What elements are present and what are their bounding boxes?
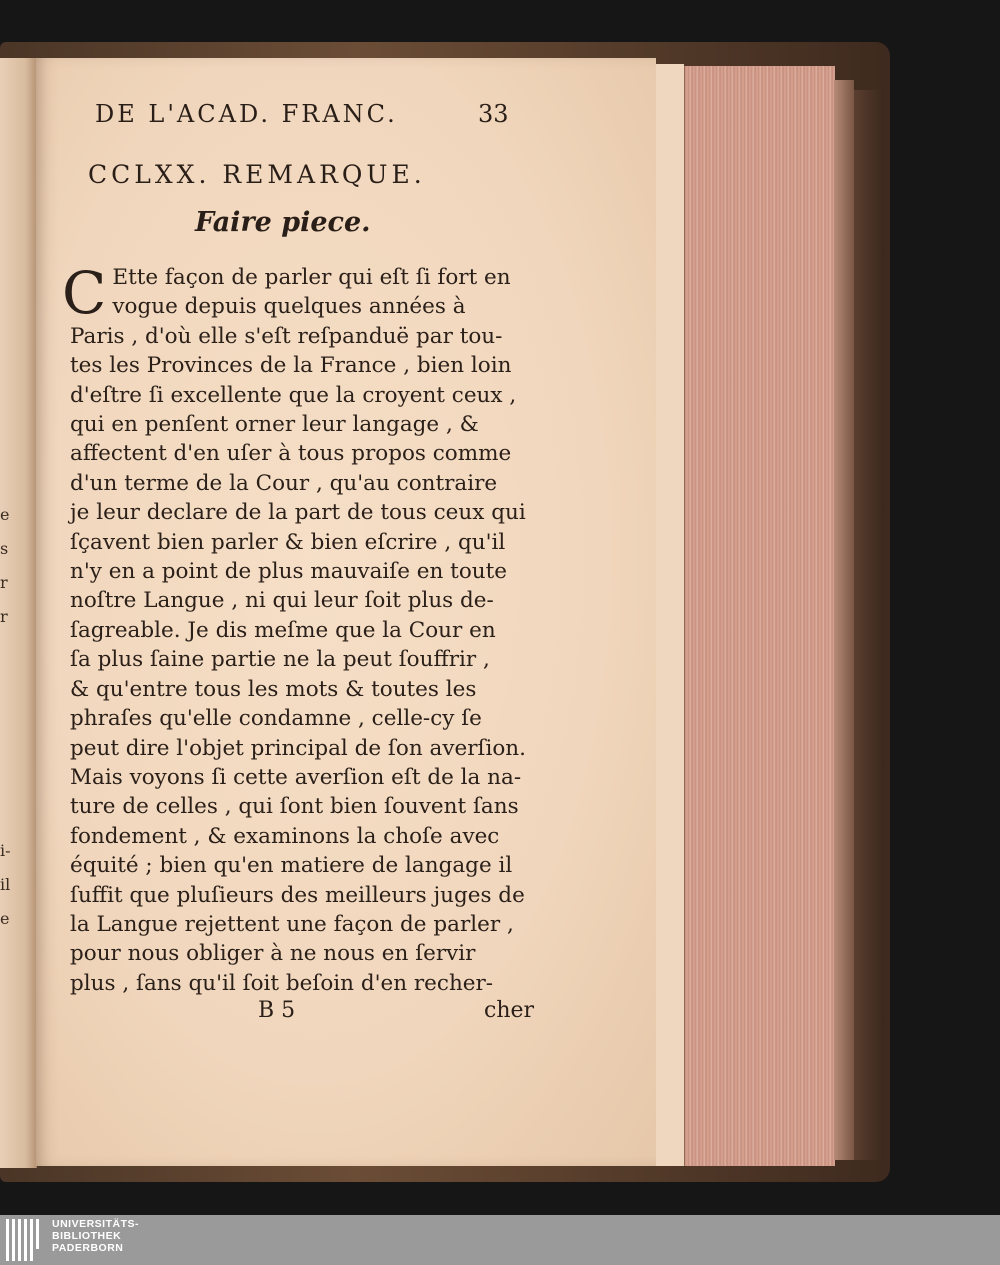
text-line: vogue depuis quelques années à	[112, 294, 466, 320]
text-line: phraſes qu'elle condamne , celle-cy ſe	[70, 706, 482, 732]
remark-subtitle: Faire piece.	[195, 207, 371, 238]
left-page-text-fragments	[0, 498, 14, 936]
text-line: la Langue rejettent une façon de parler ,	[70, 911, 514, 937]
text-line: ſçavent bien parler & bien eſcrire , qu'il	[70, 529, 506, 555]
left-page-fragment: r	[0, 573, 8, 592]
text-line: je leur declare de la part de tous ceux qui	[70, 500, 526, 526]
text-line: n'y en a point de plus mauvaiſe en toute	[70, 559, 507, 585]
logo-line: UNIVERSITÄTS-	[52, 1218, 140, 1230]
logo-line: PADERBORN	[52, 1242, 124, 1254]
left-page-fragment: s	[0, 539, 9, 558]
text-line: Paris , d'où elle s'eſt reſpanduë par tou-	[70, 323, 503, 349]
left-page-fragment: i-	[0, 841, 11, 860]
library-logo-icon	[6, 1219, 44, 1261]
fore-edge-shadow	[834, 80, 854, 1160]
footer-bar	[0, 1215, 1000, 1265]
text-line: plus , ſans qu'il ſoit beſoin d'en recher-	[70, 970, 494, 996]
text-line: ture de celles , qui ſont bien ſouvent ſans	[70, 794, 519, 820]
library-logo-text	[52, 1218, 139, 1254]
text-line: tes les Provinces de la France , bien loin	[70, 353, 512, 379]
logo-line: BIBLIOTHEK	[52, 1230, 122, 1242]
left-page-fragment: e	[0, 909, 10, 928]
text-line: ſa plus ſaine partie ne la peut ſouffrir ,	[70, 647, 490, 673]
text-line: qui en penſent orner leur langage , &	[70, 412, 479, 438]
text-line: équité ; bien qu'en matiere de langage il	[70, 853, 513, 879]
body-text	[62, 259, 526, 998]
text-line: affectent d'en uſer à tous propos comme	[70, 441, 512, 467]
left-page-fragment: il	[0, 875, 11, 894]
text-line: noſtre Langue , ni qui leur ſoit plus de-	[70, 588, 494, 614]
drop-cap: C	[62, 259, 107, 327]
page-edge	[656, 64, 684, 1166]
remark-title: CCLXX. REMARQUE.	[88, 160, 426, 189]
left-page-fragment: r	[0, 607, 8, 626]
text-line: Mais voyons ſi cette averſion eſt de la na-	[70, 764, 522, 790]
text-line: pour nous obliger à ne nous en ſervir	[70, 941, 476, 967]
text-line: & qu'entre tous les mots & toutes les	[70, 676, 477, 702]
text-line: d'un terme de la Cour , qu'au contraire	[70, 470, 498, 496]
text-line: d'eſtre ſi excellente que la croyent ceux ,	[70, 382, 517, 408]
text-line: ſuffit que pluſieurs des meilleurs juges de	[70, 882, 525, 908]
book-fore-edge	[684, 66, 835, 1166]
text-line: Ette façon de parler qui eſt ſi fort en	[112, 265, 511, 290]
running-head: DE L'ACAD. FRANC.	[95, 100, 398, 128]
signature-mark: B 5	[258, 998, 296, 1023]
cover-board-edge	[854, 90, 884, 1160]
catchword: cher	[484, 998, 535, 1023]
text-line: ſagreable. Je dis meſme que la Cour en	[70, 617, 496, 643]
left-page-fragment: e	[0, 505, 10, 524]
page-number: 33	[478, 100, 509, 128]
left-page-edge	[0, 58, 37, 1168]
text-line: peut dire l'objet principal de ſon averſion.	[70, 735, 526, 761]
text-line: fondement , & examinons la choſe avec	[70, 823, 500, 849]
